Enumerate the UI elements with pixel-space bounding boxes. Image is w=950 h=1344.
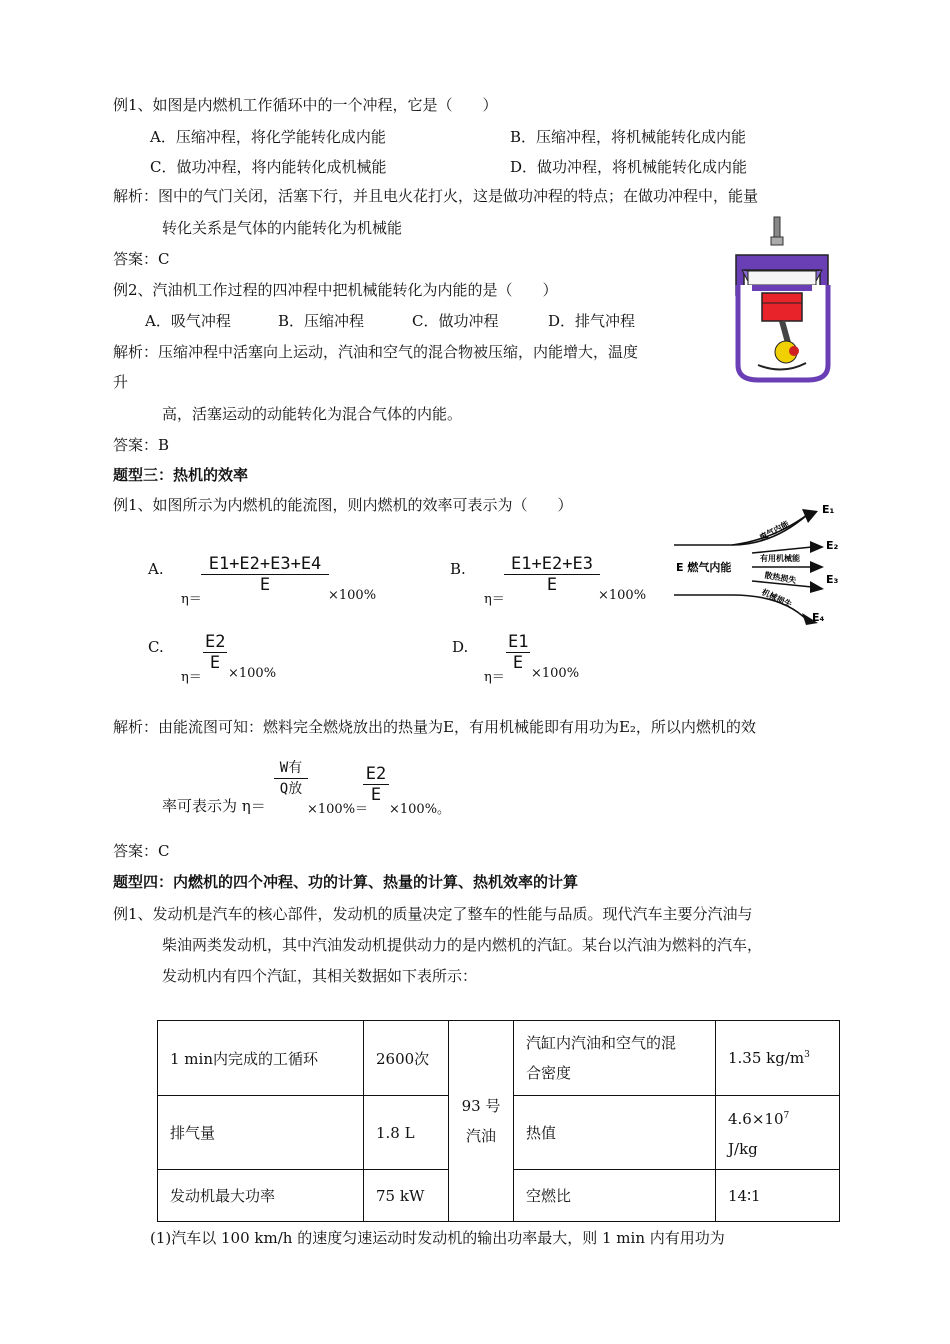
- q1-option-d: D．做功冲程，将机械能转化成内能: [510, 158, 748, 176]
- s3-label-d: D.: [452, 638, 469, 656]
- density-label-line2: 合密度: [526, 1064, 572, 1082]
- q1-option-a: A．压缩冲程，将化学能转化成内能: [150, 128, 386, 146]
- section3-stem: 例1、如图所示为内燃机的能流图，则内燃机的效率可表示为（ ）: [113, 496, 573, 514]
- band-useful-label: 有用机械能: [760, 554, 800, 563]
- q1-option-c: C．做功冲程，将内能转化成机械能: [150, 158, 387, 176]
- section3-title: 题型三：热机的效率: [113, 466, 249, 484]
- q1-answer: 答案：C: [113, 250, 170, 268]
- fraction-b-denominator: E: [546, 575, 558, 595]
- section4-paragraph-3: 发动机内有四个汽缸，其相关数据如下表所示：: [162, 967, 478, 985]
- fraction-a: [201, 554, 329, 595]
- q2-answer: 答案：B: [113, 436, 170, 454]
- fraction-c: [203, 632, 227, 673]
- fraction-a-numerator: E1+E2+E3+E4: [208, 554, 322, 574]
- fraction-e-denominator: E: [370, 785, 382, 805]
- table-row: [158, 1021, 840, 1096]
- table-cell: 热值: [514, 1096, 716, 1170]
- fuel-grade: 93 号: [461, 1097, 501, 1115]
- s3-pct-a: ×100%: [328, 588, 377, 603]
- q2-option-a: A．吸气冲程: [145, 312, 231, 330]
- band-mechanical-loss-label: 机械损失: [760, 587, 794, 610]
- fraction-w-numerator: W有: [279, 760, 303, 776]
- section4-title: 题型四：内燃机的四个冲程、功的计算、热量的计算、热机效率的计算: [113, 873, 579, 891]
- fraction-b: [504, 554, 600, 595]
- table-cell: 1 min内完成的工循环: [158, 1021, 364, 1096]
- energy-input-label: E 燃气内能: [676, 561, 732, 574]
- q2-option-b: B．压缩冲程: [278, 312, 365, 330]
- density-label-line1: 汽缸内汽油和空气的混: [526, 1034, 677, 1052]
- band-heat-loss-label: 散热损失: [763, 570, 797, 586]
- q1-analysis-cont: 转化关系是气体的内能转化为机械能: [162, 219, 403, 237]
- section3-analysis-mid: ×100%＝: [307, 802, 369, 817]
- q1-analysis: 解析：图中的气门关闭，活塞下行，并且电火花打火，这是做功冲程的特点；在做功冲程中，能量: [113, 187, 759, 205]
- fraction-q-denominator: Q放: [279, 781, 303, 797]
- table-cell: 1.8 L: [364, 1096, 449, 1170]
- spark-plug-icon: [771, 217, 783, 245]
- q1-stem: 例1、如图是内燃机工作循环中的一个冲程，它是（ ）: [113, 96, 498, 114]
- q2-option-d: D．排气冲程: [548, 312, 636, 330]
- s3-label-b: B.: [450, 560, 466, 578]
- fraction-e2-e: [363, 764, 389, 805]
- band-exhaust-label: 废气内能: [758, 519, 791, 543]
- heat-value: 4.6×10: [728, 1110, 784, 1128]
- density-value: 1.35 kg/m: [728, 1049, 805, 1067]
- table-cell: 空燃比: [514, 1170, 716, 1222]
- section3-answer: 答案：C: [113, 842, 170, 860]
- section3-analysis-end: ×100%。: [389, 802, 451, 817]
- s3-pct-c: ×100%: [228, 666, 277, 681]
- engine-data-table: [157, 1020, 840, 1222]
- fraction-c-denominator: E: [209, 653, 221, 673]
- q2-analysis: 解析：压缩冲程中活塞向上运动，汽油和空气的混合物被压缩，内能增大，温度: [113, 343, 639, 361]
- s3-label-a: A.: [148, 560, 164, 578]
- fraction-c-numerator: E2: [205, 632, 226, 652]
- q2-option-c: C．做功冲程: [412, 312, 499, 330]
- engine-cylinder-diagram: [728, 215, 838, 385]
- s3-pct-b: ×100%: [598, 588, 647, 603]
- fraction-w-q: [274, 758, 308, 799]
- fraction-a-denominator: E: [259, 575, 271, 595]
- heat-unit: J/kg: [728, 1140, 758, 1158]
- fraction-e2-numerator: E2: [365, 764, 387, 784]
- section3-analysis: 解析：由能流图可知：燃料完全燃烧放出的热量为E，有用机械能即有用功为E₂，所以内燃机的效: [113, 718, 756, 736]
- section3-analysis-formula-pre: 率可表示为 η＝: [162, 797, 266, 815]
- table-cell: 发动机最大功率: [158, 1170, 364, 1222]
- energy-flow-diagram: [672, 495, 848, 625]
- section4-subquestion-1: (1)汽车以 100 km/h 的速度匀速运动时发动机的输出功率最大，则 1 min 内有用功为: [150, 1229, 725, 1247]
- table-cell-fuel: [449, 1021, 514, 1222]
- q2-analysis-wrap: 升: [113, 373, 129, 391]
- heat-exponent: 7: [783, 1111, 790, 1121]
- e2-label: E₂: [826, 539, 839, 552]
- s3-eta-d: η＝: [484, 670, 505, 685]
- e3-label: E₃: [826, 573, 839, 586]
- table-cell: 75 kW: [364, 1170, 449, 1222]
- s3-label-c: C.: [148, 638, 164, 656]
- fraction-d: [506, 632, 530, 673]
- table-cell: [716, 1096, 840, 1170]
- table-cell: 排气量: [158, 1096, 364, 1170]
- e1-label: E₁: [822, 503, 835, 516]
- s3-eta-b: η＝: [484, 592, 505, 607]
- fuel-type: 汽油: [465, 1127, 496, 1145]
- fraction-b-numerator: E1+E2+E3: [511, 554, 593, 574]
- e4-label: E₄: [812, 611, 825, 624]
- s3-eta-a: η＝: [181, 592, 202, 607]
- s3-pct-d: ×100%: [531, 666, 580, 681]
- section4-paragraph-2: 柴油两类发动机，其中汽油发动机提供动力的是内燃机的汽缸。某台以汽油为燃料的汽车，: [162, 936, 763, 954]
- q2-stem: 例2、汽油机工作过程的四冲程中把机械能转化为内能的是（ ）: [113, 281, 558, 299]
- q2-analysis-cont: 高，活塞运动的动能转化为混合气体的内能。: [162, 405, 463, 423]
- density-exponent: 3: [804, 1050, 810, 1060]
- table-cell: [514, 1021, 716, 1096]
- s3-eta-c: η＝: [181, 670, 202, 685]
- section4-paragraph-1: 例1、发动机是汽车的核心部件，发动机的质量决定了整车的性能与品质。现代汽车主要分汽油与: [113, 905, 753, 923]
- table-cell: 14∶1: [716, 1170, 840, 1222]
- q1-option-b: B．压缩冲程，将机械能转化成内能: [510, 128, 747, 146]
- table-cell: 2600次: [364, 1021, 449, 1096]
- fraction-d-denominator: E: [512, 653, 524, 673]
- fraction-d-numerator: E1: [508, 632, 529, 652]
- table-cell: [716, 1021, 840, 1096]
